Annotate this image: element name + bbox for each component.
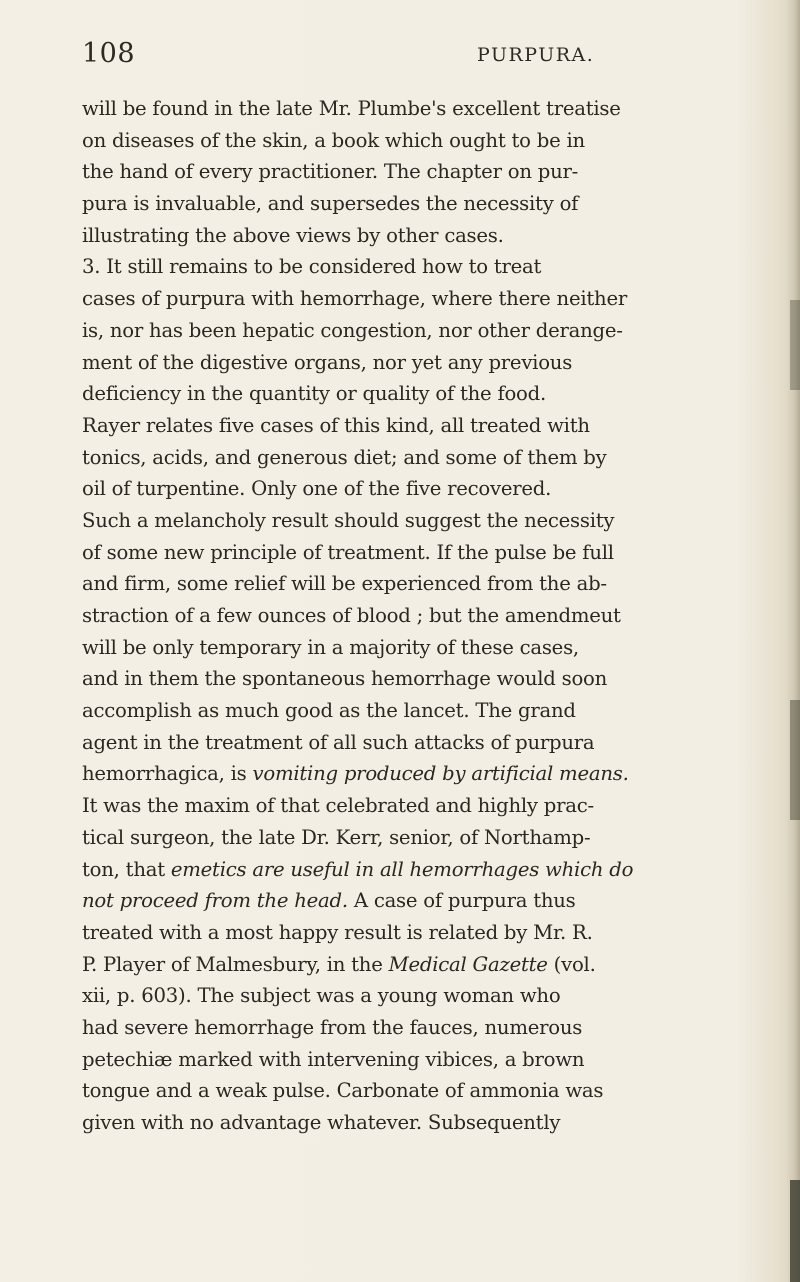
text-line [82, 1107, 770, 1139]
text-segment: agent in the treatment of all such attacks of purpura [82, 729, 595, 754]
text-segment: cases of purpura with hemorrhage, where there neither [82, 286, 627, 311]
text-segment: given with no advantage whatever. Subsequently [82, 1110, 561, 1134]
text-segment: (vol. [547, 951, 596, 976]
italic-text-segment: emetics are useful in all hemorrhages which do [170, 856, 634, 881]
text-line [82, 442, 770, 474]
text-line [82, 854, 770, 886]
text-line [82, 600, 770, 632]
text-line [82, 885, 770, 917]
italic-text-segment: Medical Gazette [388, 951, 548, 976]
text-line [82, 220, 770, 252]
text-segment: had severe hemorrhage from the fauces, numerous [82, 1014, 583, 1039]
page-edge-stain [790, 1180, 800, 1282]
text-line [82, 1044, 770, 1076]
text-line [82, 505, 770, 537]
page-edge-stain [790, 300, 800, 390]
text-segment: hemorrhagica, is [82, 761, 253, 786]
text-segment: petechiæ marked with intervening vibices, a brown [82, 1046, 585, 1071]
text-line [82, 537, 770, 569]
text-line [82, 188, 770, 220]
text-segment: It was the maxim of that celebrated and highly prac- [82, 793, 594, 818]
text-line [82, 156, 770, 188]
text-line [82, 1075, 770, 1107]
page-edge-stain [790, 700, 800, 820]
text-segment: on diseases of the skin, a book which ought to be in [82, 127, 585, 152]
text-segment: and firm, some relief will be experienced from the ab- [82, 571, 607, 596]
text-segment: A case of purpura thus [347, 888, 576, 913]
text-segment: will be only temporary in a majority of these cases, [82, 634, 579, 659]
text-line [82, 695, 770, 727]
text-line [82, 790, 770, 822]
page-header [82, 38, 772, 74]
text-line [82, 727, 770, 759]
page-edge-shadow [786, 0, 800, 1282]
text-segment: ment of the digestive organs, nor yet any previous [82, 349, 573, 374]
text-line [82, 949, 770, 981]
text-segment: 3. It still remains to be considered how to treat [82, 254, 542, 279]
text-line [82, 283, 770, 315]
text-line [82, 347, 770, 379]
text-line [82, 822, 770, 854]
text-segment: the hand of every practitioner. The chapter on pur- [82, 159, 579, 184]
text-segment: Such a melancholy result should suggest the necessity [82, 507, 615, 532]
text-line [82, 917, 770, 949]
text-line [82, 473, 770, 505]
text-segment: straction of a few ounces of blood ; but the amendmeut [82, 603, 621, 627]
text-line [82, 251, 770, 283]
text-segment: and in them the spontaneous hemorrhage would soon [82, 666, 608, 691]
text-segment: ton, that [82, 856, 171, 881]
text-segment: tongue and a weak pulse. Carbonate of ammonia was [82, 1078, 604, 1103]
text-line [82, 632, 770, 664]
text-line [82, 93, 770, 125]
text-line [82, 315, 770, 347]
text-segment: of some new principle of treatment. If the pulse be full [82, 539, 614, 564]
text-segment: P. Player of Malmesbury, in the [82, 951, 389, 976]
body-text [82, 93, 782, 1139]
text-line [82, 663, 770, 695]
italic-text-segment: vomiting produced by artificial means. [252, 761, 629, 786]
text-line [82, 125, 770, 157]
page-number: 108 [82, 38, 136, 69]
text-line [82, 568, 770, 600]
text-segment: tonics, acids, and generous diet; and some of them by [82, 444, 607, 469]
text-line [82, 980, 770, 1012]
text-segment: Rayer relates five cases of this kind, all treated with [82, 412, 590, 437]
text-segment: is, nor has been hepatic congestion, nor other derange- [82, 317, 623, 342]
text-segment: tical surgeon, the late Dr. Kerr, senior, of Northamp- [82, 824, 591, 849]
text-segment: deficiency in the quantity or quality of the food. [82, 381, 547, 406]
text-segment: oil of turpentine. Only one of the five recovered. [82, 476, 552, 501]
text-segment: will be found in the late Mr. Plumbe's excellent treatise [82, 96, 621, 120]
text-line [82, 378, 770, 410]
text-line [82, 758, 770, 790]
text-segment: accomplish as much good as the lancet. The grand [82, 698, 576, 723]
text-segment: illustrating the above views by other cases. [82, 222, 504, 247]
text-segment: treated with a most happy result is related by Mr. R. [82, 919, 593, 944]
text-line [82, 410, 770, 442]
italic-text-segment: not proceed from the head. [82, 888, 348, 913]
text-line [82, 1012, 770, 1044]
text-segment: xii, p. 603). The subject was a young woman who [82, 983, 561, 1008]
text-segment: pura is invaluable, and supersedes the necessity of [82, 191, 579, 216]
running-head: PURPURA. [477, 44, 595, 66]
